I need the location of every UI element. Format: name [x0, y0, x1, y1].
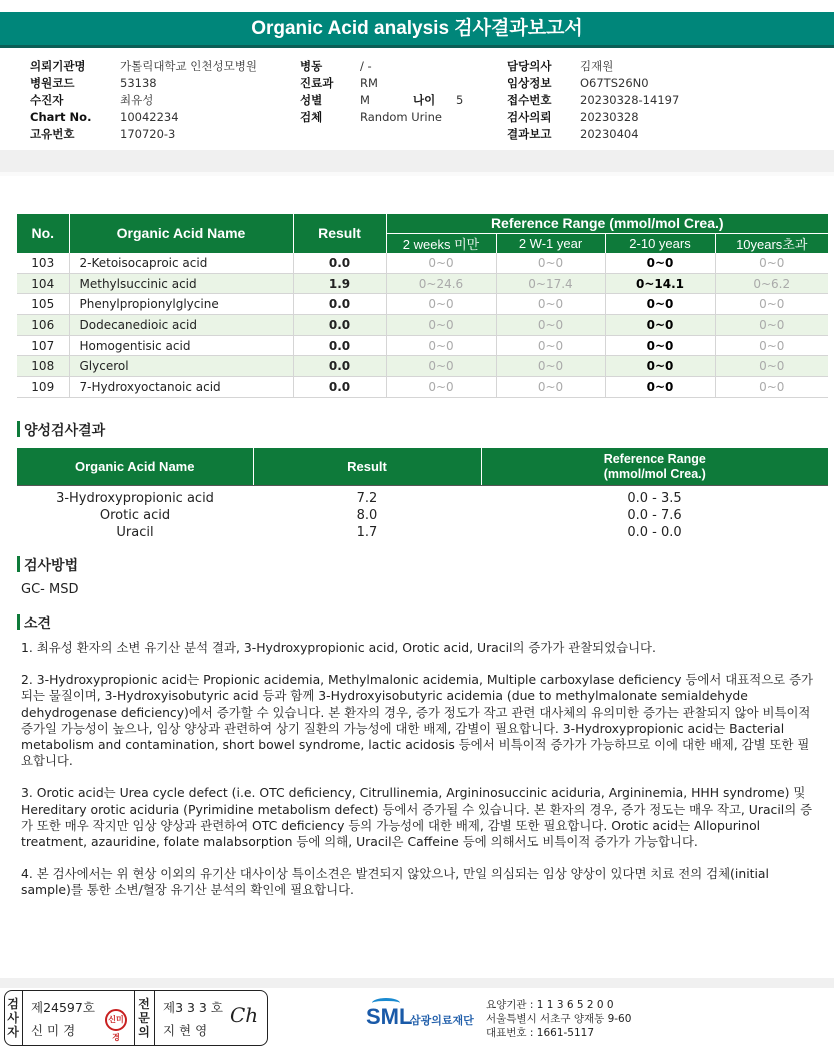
label-char: 자	[7, 1025, 19, 1039]
row-ref: 0~0	[496, 253, 605, 274]
row-no: 103	[17, 253, 69, 274]
row-ref: 0~0	[605, 356, 715, 377]
opinion-paragraph: 3. Orotic acid는 Urea cycle defect (i.e. OTC deficiency, Citrullinemia, Argininosuccinic aciduria, Argininemia, HHH syndrome) 및 Hereditary orotic aciduria (Pyrimidine metabolism defect) 등에서 증가될 수 있습니다. 본 환자의 경우, 증가 정도는 매우 작고, Uracil의 증가 또한 매우 작지만 임상 양상과 관련하여 OTC deficiency 등의 가능성에 대한 배제, 감별 또한 필요합니다. Orotic acid는 Allopurinol treatment, azauridine, folate malabsorption 등에 의해, Uracil은 Caffeine 등에 의해서도 비특이적 증가가 가능합니다.	[21, 785, 813, 850]
row-no: 104	[17, 273, 69, 294]
row-name: Orotic acid	[99, 507, 171, 523]
row-ref: 0.0 - 0.0	[627, 524, 682, 540]
patient-info-col1	[30, 58, 257, 143]
info-label: 검사의뢰	[507, 110, 552, 124]
footer-divider	[0, 978, 834, 988]
info-label: 성별	[300, 93, 323, 107]
row-result: 0.0	[293, 377, 386, 398]
info-label: 결과보고	[507, 127, 552, 141]
info-value: 10042234	[120, 110, 179, 124]
row-name: Uracil	[116, 524, 154, 540]
row-no: 108	[17, 356, 69, 377]
row-name: 3-Hydroxypropionic acid	[56, 490, 214, 506]
divider	[22, 991, 23, 1045]
row-no: 109	[17, 377, 69, 398]
ref-header-line2: (mmol/mol Crea.)	[603, 466, 706, 481]
col-header-age-group: 10years초과	[715, 233, 828, 253]
row-result: 1.9	[293, 273, 386, 294]
seal-stamp-icon: 신미경	[105, 1009, 127, 1031]
specialist-label	[137, 997, 151, 1039]
info-value: Random Urine	[360, 110, 442, 124]
row-name: 2-Ketoisocaproic acid	[69, 253, 293, 274]
row-ref: 0~0	[715, 315, 828, 336]
table-row	[17, 315, 828, 336]
row-ref: 0~0	[605, 253, 715, 274]
row-ref: 0~0	[605, 335, 715, 356]
info-value: 최유성	[120, 93, 154, 107]
col-header-age-group: 2 weeks 미만	[386, 233, 496, 253]
label-char: 사	[7, 1011, 19, 1025]
row-name: Glycerol	[69, 356, 293, 377]
row-ref: 0~6.2	[715, 273, 828, 294]
table-row	[17, 377, 828, 398]
table-row	[17, 335, 828, 356]
opinion-paragraph: 4. 본 검사에서는 위 현상 이외의 유기산 대사이상 특이소견은 발견되지 않았으나, 만일 의심되는 임상 양상이 있다면 치료 전의 검체(initial sample)를 통한 소변/혈장 유기산 분석의 확인에 필요합니다.	[21, 866, 769, 898]
info-value: 김재원	[580, 59, 614, 73]
row-ref: 0~0	[715, 294, 828, 315]
label-char: 검	[7, 997, 19, 1011]
divider	[154, 991, 155, 1045]
info-value: 가톨릭대학교 인천성모병원	[120, 59, 257, 73]
method-text: GC- MSD	[21, 582, 79, 597]
age-label: 나이	[413, 93, 436, 107]
row-name: Homogentisic acid	[69, 335, 293, 356]
info-label: Chart No.	[30, 110, 92, 124]
col-header-name: Organic Acid Name	[17, 448, 253, 485]
section-marker	[17, 556, 20, 572]
info-label: 병원코드	[30, 76, 75, 90]
row-name: 7-Hydroxyoctanoic acid	[69, 377, 293, 398]
row-ref: 0~0	[605, 294, 715, 315]
row-ref: 0~17.4	[496, 273, 605, 294]
row-no: 105	[17, 294, 69, 315]
section-positive-results	[17, 420, 105, 440]
info-value: 20230328	[580, 110, 639, 124]
examiner-name: 신 미 경	[31, 1023, 76, 1038]
row-ref: 0.0 - 3.5	[627, 490, 682, 506]
row-ref: 0~0	[715, 253, 828, 274]
row-result: 0.0	[293, 315, 386, 336]
info-label: 수진자	[30, 93, 64, 107]
row-ref: 0~0	[496, 377, 605, 398]
row-ref: 0~0	[605, 315, 715, 336]
section-opinion	[17, 613, 51, 633]
row-ref: 0~0	[386, 335, 496, 356]
section-marker	[17, 421, 20, 437]
row-ref: 0~0	[386, 253, 496, 274]
table-row	[17, 356, 828, 377]
row-ref: 0~0	[386, 356, 496, 377]
info-value: M	[360, 93, 370, 107]
table-row	[17, 253, 828, 274]
org-name: 삼광의료재단	[410, 1014, 474, 1027]
info-value: RM	[360, 76, 378, 90]
label-char: 의	[138, 1025, 150, 1039]
col-header-reference-range	[481, 448, 828, 485]
row-ref: 0~0	[496, 356, 605, 377]
info-label: 임상정보	[507, 76, 552, 90]
info-label: 진료과	[300, 76, 334, 90]
contact-info	[486, 998, 631, 1040]
header-divider	[0, 150, 834, 172]
info-value: O67TS26N0	[580, 76, 649, 90]
col-header-result: Result	[253, 448, 481, 485]
row-ref: 0~0	[715, 335, 828, 356]
info-value: 53138	[120, 76, 157, 90]
info-label: 담당의사	[507, 59, 552, 73]
col-header-name: Organic Acid Name	[69, 214, 293, 253]
row-ref: 0~24.6	[386, 273, 496, 294]
row-result: 1.7	[356, 524, 378, 540]
row-ref: 0~14.1	[605, 273, 715, 294]
info-value: 20230404	[580, 127, 639, 141]
positive-results-table	[17, 448, 828, 541]
row-name: Dodecanedioic acid	[69, 315, 293, 336]
examiner-license: 제24597호	[31, 1000, 95, 1015]
opinion-paragraph: 1. 최유성 환자의 소변 유기산 분석 결과, 3-Hydroxypropionic acid, Orotic acid, Uracil의 증가가 관찰되었습니다.	[21, 640, 656, 655]
info-label: 접수번호	[507, 93, 552, 107]
table-row	[17, 507, 828, 524]
row-result: 0.0	[293, 294, 386, 315]
patient-info-col3	[507, 58, 679, 143]
label-char: 문	[138, 1011, 150, 1025]
label-char: 전	[138, 997, 150, 1011]
row-result: 0.0	[293, 253, 386, 274]
opinion-body	[21, 640, 821, 915]
table-row	[17, 486, 828, 507]
section-title: 검사방법	[24, 558, 79, 574]
section-marker	[17, 614, 20, 630]
report-title: Organic Acid analysis 검사결과보고서	[0, 12, 834, 48]
row-ref: 0~0	[605, 377, 715, 398]
divider	[134, 991, 135, 1045]
section-title: 양성검사결과	[24, 423, 106, 439]
examiner-label	[6, 997, 20, 1039]
row-ref: 0~0	[496, 335, 605, 356]
row-ref: 0~0	[386, 294, 496, 315]
row-ref: 0~0	[715, 377, 828, 398]
header-divider-shade	[0, 172, 834, 176]
info-label: 의뢰기관명	[30, 59, 86, 73]
row-result: 0.0	[293, 335, 386, 356]
col-header-no: No.	[17, 214, 69, 253]
info-value: / -	[360, 59, 372, 73]
row-no: 106	[17, 315, 69, 336]
section-title: 소견	[24, 616, 52, 632]
col-header-reference-range: Reference Range (mmol/mol Crea.)	[386, 214, 828, 233]
age-value: 5	[456, 93, 464, 107]
specialist-license: 제3 3 3 호	[163, 1000, 223, 1015]
info-value: 170720-3	[120, 127, 176, 141]
col-header-result: Result	[293, 214, 386, 253]
row-no: 107	[17, 335, 69, 356]
contact-line: 대표번호 : 1661-5117	[486, 1027, 595, 1039]
row-ref: 0~0	[715, 356, 828, 377]
opinion-paragraph: 2. 3-Hydroxypropionic acid는 Propionic acidemia, Methylmalonic acidemia, Multiple carboxylase deficiency 등에서 대표적으로 증가되는 물질이며, 3-Hydroxyisobutyric acid 등과 함께 3-Hydroxyisobutyric acidemia (due to methylmalonate semialdehyde dehydrogenase deficiency)에서 증가할 수 있습니다. 본 환자의 경우, 증가 정도가 작고 관련 대사체의 유의미한 증가는 관찰되지 않아 비특이적 증가일 가능성이 높으나, 임상 양상과 관련하여 상기 질환의 가능성에 대한 배제, 감별이 필요합니다. 3-Hydroxypropionic acid는 Bacterial metabolism and contamination, short bowel syndrome, lactic acidosis 등에서 비특이적 증가가 가능하므로 이에 대한 배제, 감별 또한 필요합니다.	[21, 672, 814, 769]
row-result: 0.0	[293, 356, 386, 377]
row-ref: 0.0 - 7.6	[627, 507, 682, 523]
info-label: 검체	[300, 110, 323, 124]
section-method	[17, 555, 78, 575]
table-row	[17, 294, 828, 315]
specialist-name: 지 현 영	[163, 1023, 208, 1038]
organic-acid-table	[17, 214, 828, 398]
contact-line: 요양기관 : 1 1 3 6 5 2 0 0	[486, 999, 614, 1011]
row-ref: 0~0	[496, 315, 605, 336]
table-row	[17, 273, 828, 294]
info-label: 병동	[300, 59, 323, 73]
logo-text: SML	[366, 1004, 413, 1029]
row-name: Methylsuccinic acid	[69, 273, 293, 294]
info-label: 고유번호	[30, 127, 75, 141]
ref-header-line1: Reference Range	[603, 451, 706, 466]
patient-info-col2	[300, 58, 463, 126]
row-result: 8.0	[356, 507, 378, 523]
row-ref: 0~0	[386, 315, 496, 336]
col-header-age-group: 2 W-1 year	[496, 233, 605, 253]
table-row	[17, 524, 828, 541]
handwritten-signature: Ch	[230, 1003, 259, 1027]
contact-line: 서울특별시 서초구 양재동 9-60	[486, 1013, 632, 1025]
signature-box	[4, 990, 268, 1046]
row-ref: 0~0	[496, 294, 605, 315]
row-name: Phenylpropionylglycine	[69, 294, 293, 315]
row-ref: 0~0	[386, 377, 496, 398]
row-result: 7.2	[356, 490, 378, 506]
col-header-age-group: 2-10 years	[605, 233, 715, 253]
info-value: 20230328-14197	[580, 93, 680, 107]
